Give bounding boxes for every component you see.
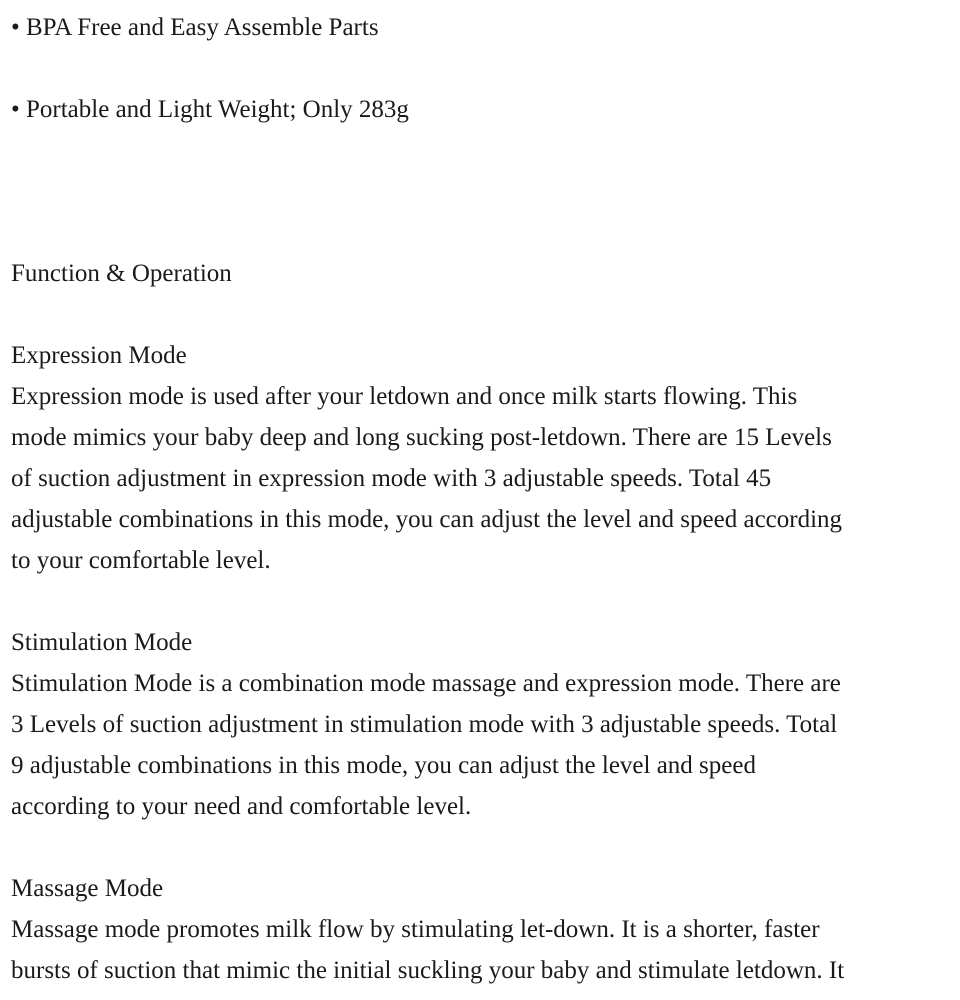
stimulation-mode-description	[11, 663, 953, 827]
massage-mode-description	[11, 909, 953, 991]
text-line: of suction adjustment in expression mode with 3 adjustable speeds. Total 45	[11, 465, 772, 492]
text-line: 3 Levels of suction adjustment in stimulation mode with 3 adjustable speeds. Total	[11, 711, 838, 738]
spacer	[11, 294, 953, 335]
text-line: according to your need and comfortable level.	[11, 793, 472, 820]
section-title: Function & Operation	[11, 260, 232, 287]
text-line: Expression mode is used after your letdown and once milk starts flowing. This	[11, 383, 798, 410]
text-line: 9 adjustable combinations in this mode, you can adjust the level and speed	[11, 752, 756, 779]
text-line: mode mimics your baby deep and long sucking post-letdown. There are 15 Levels	[11, 424, 832, 451]
text-line: Massage mode promotes milk flow by stimulating let-down. It is a shorter, faster	[11, 916, 820, 943]
text-line: to your comfortable level.	[11, 547, 271, 574]
spacer	[11, 581, 953, 622]
expression-mode-heading: Expression Mode	[11, 342, 187, 369]
text-line: adjustable combinations in this mode, you can adjust the level and speed according	[11, 506, 843, 533]
text-line: bursts of suction that mimic the initial suckling your baby and stimulate letdown. It	[11, 957, 845, 984]
expression-mode-description	[11, 376, 953, 581]
stimulation-mode-heading: Stimulation Mode	[11, 629, 193, 656]
spacer	[11, 827, 953, 868]
bullet-bpa-free: • BPA Free and Easy Assemble Parts	[11, 14, 379, 41]
spacer	[11, 130, 953, 253]
massage-mode-heading: Massage Mode	[11, 875, 164, 902]
bullet-portable: • Portable and Light Weight; Only 283g	[11, 96, 409, 123]
product-description	[11, 7, 953, 991]
spacer	[11, 48, 953, 89]
text-line: Stimulation Mode is a combination mode massage and expression mode. There are	[11, 670, 841, 697]
